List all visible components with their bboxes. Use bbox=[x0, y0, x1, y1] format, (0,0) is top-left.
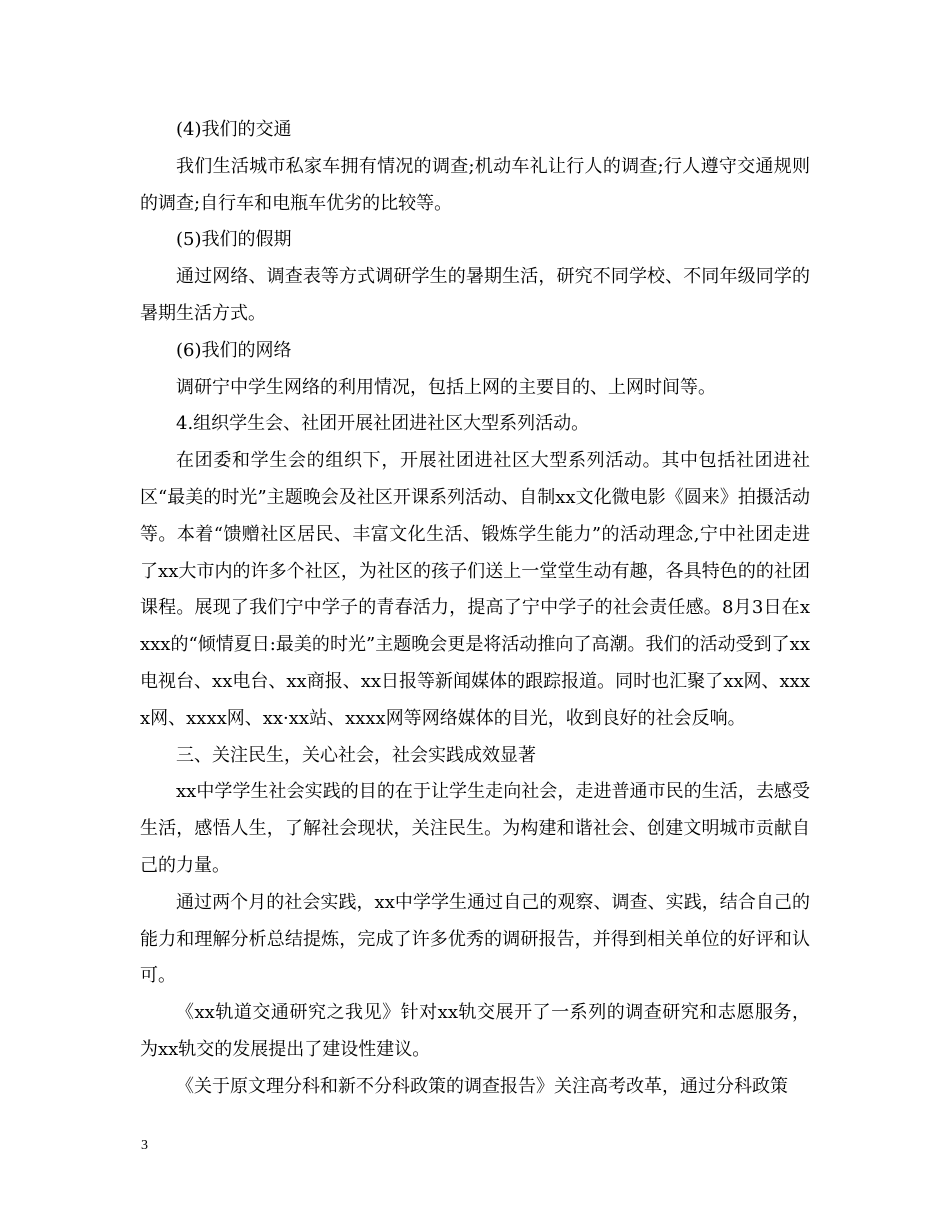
paragraph-network-survey: 调研宁中学生网络的利用情况，包括上网的主要目的、上网时间等。 bbox=[176, 376, 716, 398]
paragraph-subject-policy-report: 《关于原文理分科和新不分科政策的调查报告》关注高考改革，通过分科政策 bbox=[176, 1075, 788, 1097]
paragraph-transport-survey: 我们生活城市私家车拥有情况的调查;机动车礼让行人的调查;行人遵守交通规则的调查;自行车和电瓶车优劣的比较等。 bbox=[140, 155, 810, 214]
paragraph-heading-holiday: (5)我们的假期 bbox=[176, 229, 292, 251]
paragraph-practice-results: 通过两个月的社会实践，xx中学学生通过自己的观察、调查、实践，结合自己的能力和理解分析总结提炼，完成了许多优秀的调研报告，并得到相关单位的好评和认可。 bbox=[140, 891, 810, 987]
paragraph-practice-purpose: xx中学学生社会实践的目的在于让学生走向社会，走进普通市民的生活，去感受生活，感悟人生，了解社会现状，关注民生。为构建和谐社会、创建文明城市贡献自己的力量。 bbox=[140, 781, 810, 876]
paragraph-heading-transport: (4)我们的交通 bbox=[176, 119, 292, 140]
paragraph-heading-network: (6)我们的网络 bbox=[176, 339, 292, 361]
paragraph-rail-transit-report: 《xx轨道交通研究之我见》针对xx轨交展开了一系列的调查研究和志愿服务，为xx轨交的发展提出了建设性建议。 bbox=[140, 1002, 810, 1060]
paragraph-section-three-heading: 三、关注民生，关心社会，社会实践成效显著 bbox=[176, 744, 536, 766]
paragraph-community-activities: 在团委和学生会的组织下，开展社团进社区大型系列活动。其中包括社团进社区“最美的时光”主题晚会及社区开课系列活动、自制xx文化微电影《圆来》拍摄活动等。本着“馈赠社区居民、丰富文化生活、锻炼学生能力”的活动理念,宁中社团走进了xx大市内的许多个社区，为社区的孩子们送上一堂堂生动有趣，各具特色的的社团课程。展现了我们宁中学子的青春活力，提高了宁中学子的社会责任感。8月3日在xxxx的“倾情夏日:最美的时光”主题晚会更是将活动推向了高潮。我们的活动受到了xx电视台、xx电台、xx商报、xx日报等新闻媒体的跟踪报道。同时也汇聚了xx网、xxxx网、xxxx网、xx·xx站、xxxx网等网络媒体的目光，收到良好的社会反响。 bbox=[140, 450, 810, 729]
page-number: 3 bbox=[141, 1138, 148, 1153]
paragraph-holiday-survey: 通过网络、调查表等方式调研学生的暑期生活，研究不同学校、不同年级同学的暑期生活方式。 bbox=[140, 266, 810, 324]
paragraph-heading-community: 4.组织学生会、社团开展社团进社区大型系列活动。 bbox=[176, 413, 590, 435]
document-body bbox=[140, 112, 810, 1106]
